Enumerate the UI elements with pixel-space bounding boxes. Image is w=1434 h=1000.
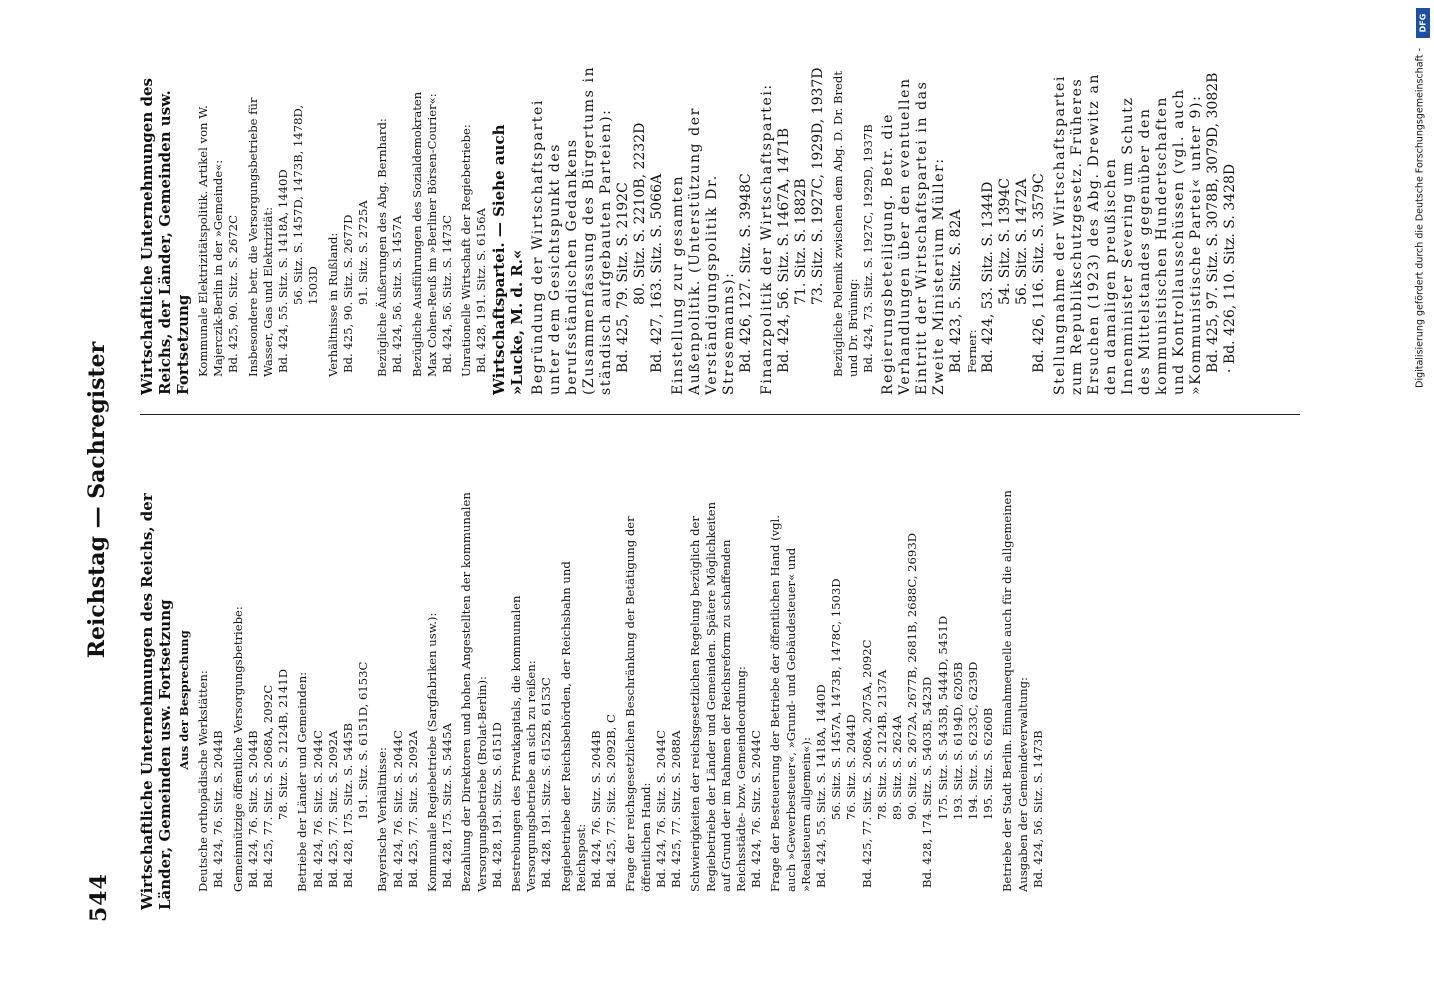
page-reference: · Bd. 426, 110. Sitz. S. 3428D bbox=[1222, 163, 1239, 373]
page-number: 544 bbox=[86, 873, 112, 922]
section-subheading: Aus der Besprechung bbox=[177, 630, 191, 770]
page-reference: Ferner: bbox=[965, 329, 980, 373]
page-reference: Bd. 425, 77. Sitz. S. 2092A bbox=[325, 730, 340, 888]
page-reference: 71. Sitz. S. 1882B bbox=[792, 178, 809, 305]
page-reference: Bd. 425, 77. Sitz. S. 2088A bbox=[669, 730, 684, 888]
index-term: Deutsche orthopädische Werkstätten: bbox=[196, 670, 211, 892]
page-reference: Bd. 425, 90. Sitz. S. 2672C bbox=[226, 215, 241, 373]
page-reference: Bd. 424, 76. Sitz. S. 2044B bbox=[589, 730, 604, 888]
entry-heading: Wirtschaftliche Unternehmungen des Reichs, der Länder, Gemeinden usw. Fortsetzung bbox=[138, 78, 192, 395]
index-term: Bezügliche Polemik zwischen dem Abg. D. Dr. Bredt und Dr. Brüning: bbox=[830, 71, 860, 377]
page-reference: Bd. 425, 97. Sitz. S. 3078B, 3079D, 3082B bbox=[1205, 72, 1222, 373]
left-column bbox=[138, 490, 1046, 910]
index-term: Finanzpolitik der Wirtschaftspartei: bbox=[758, 83, 775, 395]
index-term: Frage der Besteuerung der Betriebe der öffentlichen Hand (vgl. auch »Gewerbesteuer«, »Grund- und Gebäudesteuer« und »Realsteuern allgemein«): bbox=[768, 515, 813, 892]
index-term: Bayerische Verhältnisse: bbox=[375, 747, 390, 892]
index-term: Einstellung zur gesamten Außenpolitik. (Unterstützung der Verständigungspolitik Dr. Stresemanns): bbox=[669, 107, 737, 395]
page-reference: 56. Sitz. S. 1472A bbox=[1014, 178, 1031, 305]
entry-heading: Wirtschaftliche Unternehmungen des Reichs, der Länder, Gemeinden usw. Fortsetzung bbox=[138, 493, 174, 910]
page-reference: Bd. 423, 5. Sitz. S. 82A bbox=[948, 209, 965, 373]
page-reference: Bd. 428, 175. Sitz. S. 5445B bbox=[341, 722, 356, 888]
page-reference: 89. Sitz. S. 2624A bbox=[889, 715, 904, 820]
page-reference: 193. Sitz. S. 6194D, 6205B bbox=[950, 662, 965, 820]
page-reference: Bd. 424, 76. Sitz. S. 2044C bbox=[390, 730, 405, 888]
page-reference: 78. Sitz. S. 2124B, 2141D bbox=[276, 668, 291, 820]
page-reference: Bd. 424, 56. Sitz. S. 1473C bbox=[440, 215, 455, 373]
index-term: Bezügliche Äußerungen des Abg. Bernhard: bbox=[375, 118, 390, 377]
page-reference: 54. Sitz. S. 1394C bbox=[997, 177, 1014, 305]
index-term: Begründung der Wirtschaftspartei unter dem Gesichtspunkt des berufsständischen Gedankens (Zusammenfassung des Bürgertums in ständisch aufgebauten Parteien): bbox=[529, 65, 614, 395]
page-reference: Bd. 424, 55. Sitz. S. 1418A, 1440D bbox=[276, 169, 291, 373]
index-term: Regierungsbeteiligung. Betr. die Verhandlungen über den eventuellen Eintritt der Wirtschaftspartei in das Zweite Ministerium Müller: bbox=[880, 77, 948, 395]
page-reference: Bd. 425, 77. Sitz. S. 2068A, 2075A, 2092C bbox=[859, 639, 874, 888]
index-term: Betriebe der Stadt Berlin. Einnahmequelle auch für die allgemeinen Ausgaben der Gemeindeverwaltung: bbox=[1000, 490, 1030, 892]
index-term: Unrationelle Wirtschaft der Regiebetriebe: bbox=[459, 124, 474, 377]
page-reference: Bd. 426, 116. Sitz. S. 3579C bbox=[1031, 173, 1048, 373]
index-term: Stellungnahme der Wirtschaftspartei zum Republikschutzgesetz. Früheres Ersuchen (1923) des Abg. Drewitz an den damaligen preußischen Innenminister Severing um Schutz des Mittelstandes gegenüber den kommunistischen Hundertschaften und Kontrollausschüssen (vgl. auch »Kommunistische Partei« unter 9): bbox=[1052, 72, 1205, 395]
page-reference: Bd. 428, 191. Sitz. S. 6151D bbox=[489, 722, 504, 888]
page-reference: Bd. 424, 56. Sitz. S. 1467A, 1471B bbox=[775, 127, 792, 373]
page-reference: Bd. 424, 76. Sitz. S. 2044C bbox=[749, 730, 764, 888]
index-term: Frage der reichsgesetzlichen Beschränkung der Betätigung der öffentlichen Hand: bbox=[623, 516, 653, 892]
page-reference: Bd. 424, 76. Sitz. S. 2044C bbox=[310, 730, 325, 888]
right-column bbox=[138, 65, 1239, 395]
page-reference: Bd. 428, 174. Sitz. S. 5403B, 5423D bbox=[920, 676, 935, 888]
index-term: Bezügliche Ausführungen des Sozialdemokraten Max Cohen-Reuß im »Berliner Börsen-Courier«: bbox=[409, 91, 439, 377]
column-divider bbox=[140, 414, 1300, 415]
page-reference: Bd. 426, 127. Sitz. S. 3948C bbox=[737, 173, 754, 373]
page-reference: 80. Sitz. S. 2210B, 2232D bbox=[631, 122, 648, 305]
page-reference: 78. Sitz. S. 2124B, 2137A bbox=[874, 669, 889, 820]
index-term: Insbesondere betr. die Versorgungsbetriebe für Wasser, Gas und Elektrizität: bbox=[245, 97, 275, 377]
page-reference: 73. Sitz. S. 1927C, 1929D, 1937D bbox=[809, 67, 826, 305]
page-title: Reichstag — Sachregister bbox=[84, 341, 110, 659]
page-reference: Bd. 424, 76. Sitz. S. 2044C bbox=[653, 730, 668, 888]
page-reference: Bd. 425, 77. Sitz. S. 2092A bbox=[405, 730, 420, 888]
page-reference: Bd. 428, 175. Sitz. S. 5445A bbox=[440, 723, 455, 888]
index-term: Betriebe der Länder und Gemeinden: bbox=[295, 671, 310, 892]
page-reference: Bd. 428, 191. Sitz. S. 6156A bbox=[474, 208, 489, 373]
page-reference: 175. Sitz. S. 5435B, 5444D, 5451D bbox=[935, 615, 950, 820]
page-reference: Bd. 427, 163. Sitz. S. 5066A bbox=[648, 173, 665, 373]
page-reference: 195. Sitz. S. 6260B bbox=[981, 707, 996, 820]
page-reference: 191. Sitz. S. 6151D, 6153C bbox=[356, 661, 371, 820]
page-reference: Bd. 425, 77. Sitz. S. 2092B, C bbox=[604, 714, 619, 888]
page-reference: 56. Sitz. S. 1457A, 1473B, 1478C, 1503D bbox=[829, 578, 844, 820]
index-term: Schwierigkeiten der reichsgesetzlichen Regelung bezüglich der Regiebetriebe der Länder und Gemeinden. Spätere Möglichkeiten auf Grund der im Rahmen der Reichsreform zu schaffenden Reichsstädte- bzw. Gemeindeordnung: bbox=[688, 501, 748, 892]
page-reference: Bd. 424, 76. Sitz. S. 2044B bbox=[245, 730, 260, 888]
digitization-note bbox=[1412, 8, 1428, 408]
page-reference: 56. Sitz. S. 1457D, 1473B, 1478D, 1503D bbox=[291, 104, 321, 305]
page-reference: Bd. 424, 53. Sitz. S. 1344D bbox=[980, 181, 997, 373]
index-term: Gemeinnützige öffentliche Versorgungsbetriebe: bbox=[230, 606, 245, 892]
page-reference: 91. Sitz. S. 2725A bbox=[356, 200, 371, 305]
running-head bbox=[80, 60, 120, 940]
index-term: Kommunale Regiebetriebe (Sargfabriken usw.): bbox=[425, 612, 440, 892]
page-reference: Bd. 425, 90. Sitz. S. 2677D bbox=[340, 214, 355, 373]
index-term: Verhältnisse in Rußland: bbox=[325, 232, 340, 377]
dfg-logo-text: DFG bbox=[1418, 13, 1428, 33]
page-reference: Bd. 428, 191. Sitz. S. 6152B, 6153C bbox=[539, 677, 554, 888]
page-reference: Bd. 424, 76. Sitz. S. 2044B bbox=[211, 730, 226, 888]
index-term: Bestrebungen des Privatkapitals, die kommunalen Versorgungsbetriebe an sich zu reißen: bbox=[509, 595, 539, 892]
entry-heading: Wirtschaftspartei. — Siehe auch »Lucke, M. d. R.« bbox=[489, 124, 526, 395]
index-term: Regiebetriebe der Reichsbehörden, der Reichsbahn und Reichspost: bbox=[558, 561, 588, 892]
page-reference: 76. Sitz. S. 2044D bbox=[844, 714, 859, 820]
page-reference: 90. Sitz. S. 2672A, 2677B, 2681B, 2688C, 2693D bbox=[905, 533, 920, 820]
page-reference: Bd. 424, 56. Sitz. S. 1457A bbox=[390, 215, 405, 373]
digitization-note-text: Digitalisierung gefördert durch die Deutsche Forschungsgemeinschaft - bbox=[1414, 48, 1426, 388]
page-reference: Bd. 424, 73. Sitz. S. 1927C, 1929D, 1937B bbox=[861, 124, 876, 373]
page-reference: Bd. 425, 77. Sitz. S. 2068A, 2092C bbox=[261, 684, 276, 888]
index-term: Kommunale Elektrizitätspolitik. Artikel von W. Majerczik-Berlin in der »Gemeinde«: bbox=[196, 105, 226, 377]
index-term: Bezahlung der Direktoren und hohen Angestellten der kommunalen Versorgungsbetriebe (Brolat-Berlin): bbox=[459, 492, 489, 892]
rotated-register-page bbox=[80, 60, 1320, 940]
page-reference: Bd. 424, 56. Sitz. S. 1473B bbox=[1030, 730, 1045, 888]
dfg-logo bbox=[1416, 8, 1430, 38]
page-reference: 194. Sitz. S. 6233C, 6239D bbox=[965, 661, 980, 820]
page-reference: Bd. 425, 79. Sitz. S. 2192C bbox=[614, 182, 631, 373]
page-reference: Bd. 424, 55. Sitz. S. 1418A, 1440D bbox=[813, 684, 828, 888]
